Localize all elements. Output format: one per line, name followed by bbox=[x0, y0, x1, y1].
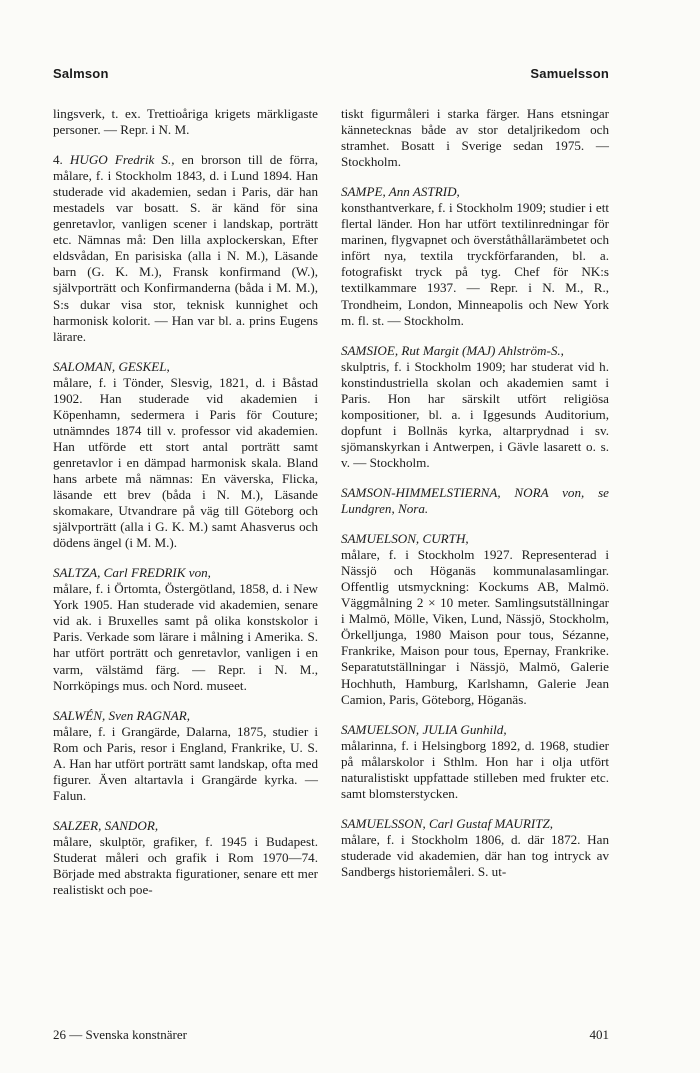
entry-body: tiskt figurmåleri i starka färger. Hans etsningar kännetecknas både av stor detaljrikedom och stramhet. Bosatt i Sverige sedan 1975. — Stockholm. bbox=[341, 106, 609, 170]
entry-body: konsthantverkare, f. i Stockholm 1909; studier i ett flertal länder. Hon har utfört textilinredningar för marinen, flygvapnet och överståthållarämbetet och infört nya, textila tryckförfaranden, bl. a. fotografiskt tryck på tyg. Chef för NK:s textilkammare 1937. — Repr. i N. M., R., Trondheim, London, Minneapolis och New York m. fl. st. — Stockholm. bbox=[341, 200, 609, 328]
entry-body: målarinna, f. i Helsingborg 1892, d. 1968, studier på målarskolor i Sthlm. Hon har i olja utfört naturalistiskt uppfattade stilleben med frukter etc. samt blomsterstycken. bbox=[341, 737, 609, 801]
entry-salzer bbox=[53, 818, 318, 898]
entry-body: skulptris, f. i Stockholm 1909; har studerat vid h. konstindustriella skolan och akademien samt i Paris. Hon har särskilt utfört religiösa kompositioner, bl. a. i Iggesunds Auditorium, dopfunt i Bollnäs kyrka, altarprydnad i sv. sjömanskyrkan i Antwerpen, i Gävle lasarett o. s. v. — Stockholm. bbox=[341, 358, 609, 470]
entry-heading: SAMUELSON, CURTH, bbox=[341, 531, 469, 547]
entry-continuation bbox=[53, 106, 318, 138]
entry-samuelson-curth bbox=[341, 531, 609, 708]
entry-heading: SAMUELSSON, Carl Gustaf MAURITZ, bbox=[341, 815, 554, 831]
entry-saltza bbox=[53, 565, 318, 693]
entry-heading: SALWÉN, Sven RAGNAR, bbox=[53, 707, 190, 723]
entry-heading: SAMUELSON, JULIA Gunhild, bbox=[341, 721, 507, 737]
left-column bbox=[53, 106, 318, 912]
running-head-right: Samuelsson bbox=[530, 66, 609, 81]
entry-cross-reference: se Lundgren, Nora. bbox=[341, 484, 609, 517]
entry-continuation bbox=[341, 106, 609, 170]
entry-body: målare, f. i Stockholm 1806, d. där 1872. Han studerade vid akademien, där han tog intryck av Sandbergs historiemåleri. S. ut- bbox=[341, 831, 609, 879]
entry-body: målare, skulptör, grafiker, f. 1945 i Budapest. Studerat måleri och grafik i Rom 1970—74. Började med abstrakta figurationer, senare ett mer realistiskt och poe- bbox=[53, 833, 318, 898]
entry-samuelson-julia bbox=[341, 722, 609, 802]
entry-heading: SALOMAN, GESKEL, bbox=[53, 358, 170, 374]
entry-heading: SAMSON-HIMMELSTIERNA, NORA von, bbox=[341, 484, 585, 500]
entry-heading: SALTZA, Carl FREDRIK von, bbox=[53, 565, 211, 581]
entry-salwen bbox=[53, 708, 318, 804]
entry-body: målare, f. i Grangärde, Dalarna, 1875, studier i Rom och Paris, resor i England, Frankrike, U. S. A. Han har utfört porträtt samt landskap, ofta med figurer. Även altartavla i Grangärde kyrka. — Falun. bbox=[53, 723, 318, 803]
entry-body: en brorson till de förra, målare, f. i Stockholm 1843, d. i Lund 1894. Han studerade vid akademien, sedan i Paris, där han mestadels var bosatt. S. är känd för sina genretavlor, vanligen scener i landskap, porträtt etc. Nämnas må: Den lilla axplockerskan, Efter eldsvådan, En parisiska (alla i N. M.), Läsande barn (G. K. M.), Fransk konfirmand (W.), självporträtt och Konfirmanderna (båda i M. M.), S:s dukar visa stor, teknisk kunnighet och harmonisk kolorit. — Han var bl. a. prins Eugens lärare. bbox=[53, 152, 318, 344]
right-column bbox=[341, 106, 609, 894]
page-number: 401 bbox=[589, 1027, 609, 1042]
entry-body: målare, f. i Örtomta, Östergötland, 1858, d. i New York 1905. Han studerade vid akademien, senare vid ak. i Bruxelles samt på olika konstskolor i Paris. Verkade som lärare i målning i Amerika. S. har utfört porträtt och genretavlor, vanligen i en varm, välstämd färg. — Repr. i N. M., Norrköpings mus. och Nord. museet. bbox=[53, 581, 318, 693]
entry-heading: SAMPE, Ann ASTRID, bbox=[341, 184, 460, 200]
running-head-left: Salmson bbox=[53, 66, 109, 81]
entry-body: målare, f. i Stockholm 1927. Representerad i Nässjö och Höganäs kommunalasamlingar. Offentlig utsmyckning: Kockums AB, Malmö. Väggmålning 2 × 10 meter. Samlingsutställningar i Malmö, Mölle, Viken, Lund, Nässjö, Stockholm, Örkelljunga, 1980 Maison pour tous, Sézanne, Frankrike, Maison pour tous, Epernay, Frankrike. Separatutställningar i Nässjö, Malmö, Galerie Hochhuth, Hamburg, Karlshamn, Galerie Jean Camion, Paris, Göteborg, Höganäs. bbox=[341, 547, 609, 707]
entry-heading: HUGO Fredrik S., bbox=[69, 152, 175, 168]
entry-body: målare, f. i Tönder, Slesvig, 1821, d. i Båstad 1902. Han studerade vid akademien i Köpenhamn, sedermera i Paris för Couture; utnämndes 1874 till v. professor vid akademien. Han utförde ett stort antal porträtt samt genretavlor i en dämpad harmonisk skala. Bland hans arbete må nämnas: En väverska, Flicka, läsande ett brev (båda i N. M.), Läsande skomakare, Utvandrare på väg till Göteborg och självporträtt (alla i G. K. M.) samt Ahasverus och dödens ängel (i M. M.). bbox=[53, 374, 318, 551]
entry-saloman bbox=[53, 359, 318, 552]
entry-samson-himmelstierna bbox=[341, 485, 609, 517]
entry-body: lingsverk, t. ex. Trettioåriga krigets märkligaste personer. — Repr. i N. M. bbox=[53, 106, 318, 138]
entry-heading: SAMSIOE, Rut Margit (MAJ) Ahlström-S., bbox=[341, 342, 564, 358]
entry-sampe bbox=[341, 184, 609, 328]
entry-heading: SALZER, SANDOR, bbox=[53, 817, 159, 833]
entry-number: 4. bbox=[53, 152, 63, 168]
footer-signature: 26 — Svenska konstnärer bbox=[53, 1027, 187, 1042]
entry-hugo-fredrik-salmson bbox=[53, 152, 318, 345]
entry-samuelsson-carl bbox=[341, 816, 609, 880]
entry-samsioe bbox=[341, 343, 609, 471]
